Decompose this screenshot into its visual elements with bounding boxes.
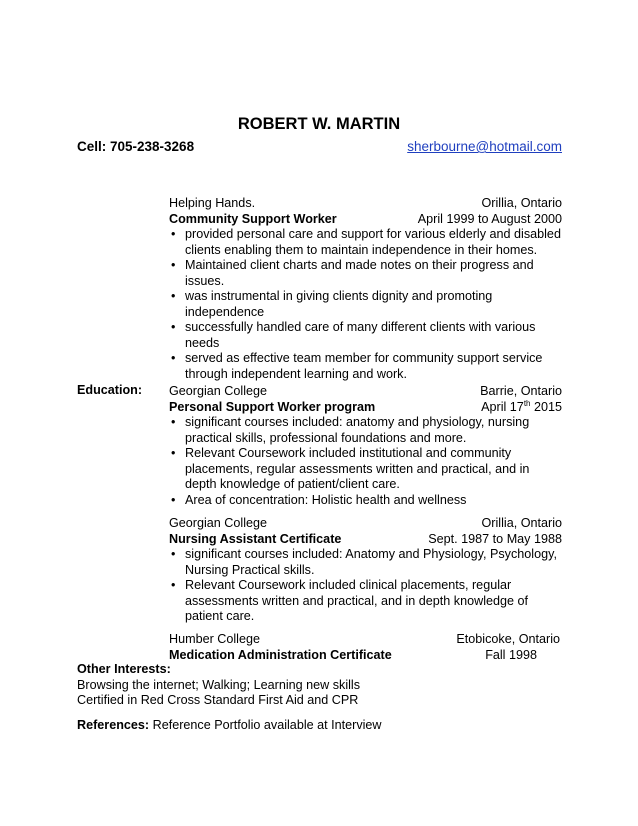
other-interests-section xyxy=(77,662,360,709)
education-humber xyxy=(169,631,562,663)
bullet-icon: • xyxy=(171,289,176,303)
certification-line: Certified in Red Cross Standard First Aid and CPR xyxy=(77,693,359,707)
references-line xyxy=(77,718,382,734)
list-item: • successfully handled care of many different clients with various needs xyxy=(171,320,536,350)
job-helping-hands xyxy=(169,195,562,382)
references-text: Reference Portfolio available at Interview xyxy=(149,718,382,732)
bullet-icon: • xyxy=(171,351,176,365)
job-title-row xyxy=(169,211,562,227)
job-bullets xyxy=(169,227,562,382)
list-item: • Area of concentration: Holistic health and wellness xyxy=(171,492,467,507)
job-org: Helping Hands. xyxy=(169,196,256,210)
edu1-date: April 17th 2015 xyxy=(481,398,562,414)
list-item: • significant courses included: Anatomy and Physiology, Psychology, Nursing Practical skills. xyxy=(171,547,557,577)
edu1-location: Barrie, Ontario xyxy=(480,384,562,398)
bullet-icon: • xyxy=(171,578,176,592)
job-org-row xyxy=(169,195,562,211)
edu1-bullets xyxy=(169,415,562,508)
edu1-program: Personal Support Worker program xyxy=(169,400,376,414)
list-item: • Maintained client charts and made notes on their progress and issues. xyxy=(171,258,534,288)
job-location: Orillia, Ontario xyxy=(481,196,562,210)
education-label: Education: xyxy=(77,383,143,397)
other-interests-line: Browsing the internet; Walking; Learning new skills xyxy=(77,677,361,692)
bullet-icon: • xyxy=(171,415,176,429)
edu2-bullets xyxy=(169,547,562,625)
bullet-icon: • xyxy=(171,492,176,507)
other-interests-label: Other Interests: xyxy=(77,662,171,676)
edu2-school-row xyxy=(169,515,562,531)
list-item: • significant courses included: anatomy and physiology, nursing practical skills, professional foundations and more. xyxy=(171,415,530,445)
list-item: • served as effective team member for community support service through independent learning and work. xyxy=(171,351,543,381)
edu2-dates: Sept. 1987 to May 1988 xyxy=(428,532,562,546)
list-item: • Relevant Coursework included institutional and community placements, regular assessments written and practical, and in depth knowledge of patient/client care. xyxy=(171,446,530,491)
list-item: • Relevant Coursework included clinical placements, regular assessments written and practical, and in depth knowledge of patient care. xyxy=(171,578,529,623)
job-title: Community Support Worker xyxy=(169,212,337,226)
edu2-school: Georgian College xyxy=(169,516,268,530)
list-item: • provided personal care and support for various elderly and disabled clients enabling them to maintain independence in their homes. xyxy=(171,227,561,257)
bullet-icon: • xyxy=(171,446,176,460)
email-link[interactable]: sherbourne@hotmail.com xyxy=(407,139,562,154)
bullet-icon: • xyxy=(171,547,176,561)
cell-phone: Cell: 705-238-3268 xyxy=(77,139,195,154)
bullet-icon: • xyxy=(171,258,176,272)
edu2-program: Nursing Assistant Certificate xyxy=(169,532,342,546)
edu3-dates: Fall 1998 xyxy=(485,648,537,662)
edu2-location: Orillia, Ontario xyxy=(481,516,562,530)
list-item: • was instrumental in giving clients dignity and promoting independence xyxy=(171,289,493,319)
references-label: References: xyxy=(77,718,150,732)
edu1-school: Georgian College xyxy=(169,384,268,398)
education-georgian-nursing xyxy=(169,515,562,625)
resume-name: ROBERT W. MARTIN xyxy=(237,115,401,133)
edu3-school: Humber College xyxy=(169,632,260,646)
edu1-program-row xyxy=(169,399,562,415)
edu3-school-row xyxy=(169,631,562,647)
edu3-program-row xyxy=(169,647,562,663)
edu3-location: Etobicoke, Ontario xyxy=(456,632,560,646)
job-dates: April 1999 to August 2000 xyxy=(417,212,562,226)
bullet-icon: • xyxy=(171,320,176,334)
edu1-school-row xyxy=(169,383,562,399)
edu2-program-row xyxy=(169,531,562,547)
bullet-icon: • xyxy=(171,227,176,241)
edu3-program: Medication Administration Certificate xyxy=(169,648,392,662)
education-georgian-psw xyxy=(169,383,562,508)
